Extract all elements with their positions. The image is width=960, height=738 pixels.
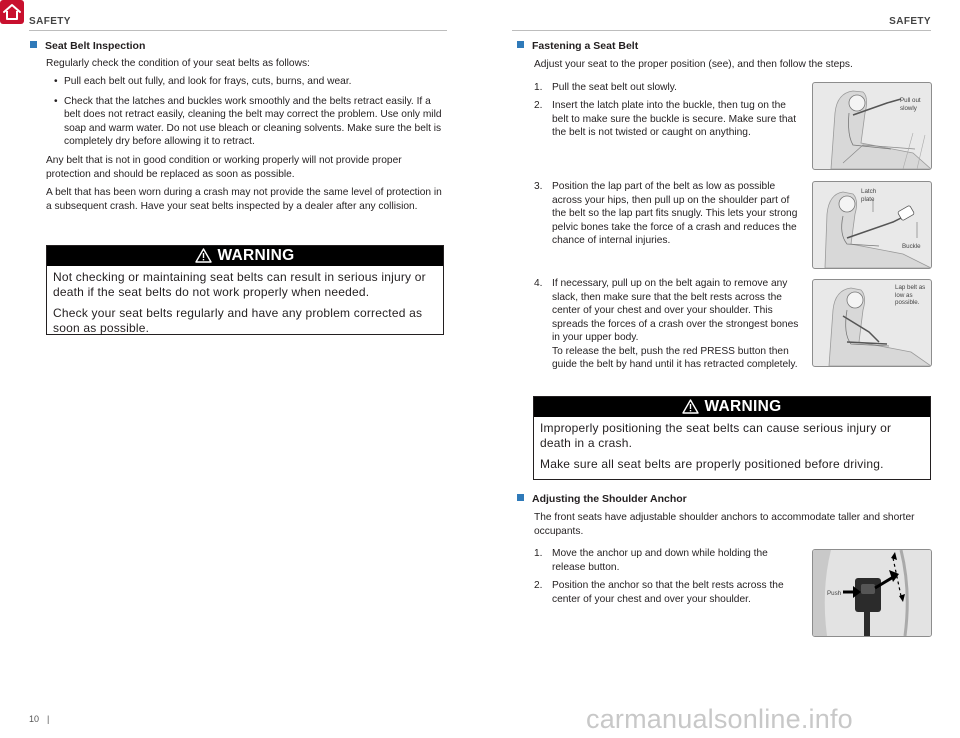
anchor-intro: The front seats have adjustable shoulder anchors to accommodate taller and shorter occupants. [534, 512, 915, 537]
header-rule-left [29, 30, 447, 31]
illustration-shoulder-anchor [812, 549, 932, 637]
label-latch-plate: Latch plate [861, 188, 877, 203]
warning-header: WARNING [534, 397, 930, 417]
illustration-latch-buckle [812, 181, 932, 269]
fastening-step-1: 1. Pull the seat belt out slowly. [534, 82, 677, 93]
inspection-para-2: A belt that has been worn during a crash may not provide the same level of protection in a subsequent crash. Have your seat belts inspected by a dealer after any collision. [46, 187, 442, 212]
warning-box-inspection [46, 245, 444, 335]
label-push: Push [827, 590, 842, 597]
section-bullet-icon [517, 41, 524, 48]
header-right-label: SAFETY [889, 16, 931, 27]
list-item: • Check that the latches and buckles work smoothly and the belts retract easily. If a belt does not retract easily, cleaning the belt may correct the problem. Use only mild soap and warm water. Do not use bleach or cleaning solvents. Make sure the belt is completely dry before allowing it to retract. [54, 95, 446, 149]
inspection-bullets [54, 75, 446, 149]
label-lap-belt: Lap belt as low as possible. [895, 284, 926, 306]
anchor-step-1: 1. Move the anchor up and down while holding the release button. [534, 548, 768, 573]
page-number-separator: | [47, 714, 50, 724]
page-number: 10 [29, 714, 40, 724]
warning-header: WARNING [47, 246, 443, 266]
illustration-lap-belt [812, 279, 932, 367]
fastening-intro: Adjust your seat to the proper position (see), and then follow the steps. [534, 59, 853, 70]
label-buckle: Buckle [902, 243, 921, 250]
section-title-anchor: Adjusting the Shoulder Anchor [517, 493, 687, 505]
section-bullet-icon [517, 494, 524, 501]
warning-triangle-icon [195, 248, 212, 263]
anchor-step-2: 2. Position the anchor so that the belt rests across the center of your chest and over your shoulder. [534, 580, 784, 605]
watermark-text: carmanualsonline.info [586, 704, 853, 734]
section-title-inspection: Seat Belt Inspection [30, 40, 145, 52]
list-item: • Pull each belt out fully, and look for frays, cuts, burns, and wear. [54, 75, 446, 89]
header-left-label: SAFETY [29, 16, 71, 27]
fastening-step-4: 4. If necessary, pull up on the belt again to remove any slack, then make sure that the belt rests across the center of your chest and over your shoulder. This spreads the forces of a crash over the strongest bones in your upper body. To release the belt, push the red PRESS button then guide the belt by hand until it has retracted completely. [534, 278, 799, 370]
warning-body: Not checking or maintaining seat belts can result in serious injury or death if the seat belts do not work properly when needed. Check your seat belts regularly and have any problem corrected as soon as possible. [53, 270, 426, 335]
illustration-pull-belt [812, 82, 932, 170]
warning-triangle-icon [682, 399, 699, 414]
fastening-step-2: 2. Insert the latch plate into the buckle, then tug on the belt to make sure the buckle is secure. Make sure that the belt is not twisted or caught on anything. [534, 100, 797, 138]
home-button[interactable] [0, 0, 24, 24]
seat-belt-pull-illustration [813, 83, 931, 169]
warning-box-fastening [533, 396, 931, 480]
home-icon [0, 0, 24, 24]
inspection-intro: Regularly check the condition of your seat belts as follows: [46, 58, 310, 69]
warning-body: Improperly positioning the seat belts can cause serious injury or death in a crash. Make sure all seat belts are properly positioned before driving. [540, 421, 892, 471]
fastening-step-3: 3. Position the lap part of the belt as low as possible across your hips, then pull up on the shoulder part of the belt so the lap part fits snugly. This lets your strong pelvic bones take the force of a crash and reduces the chance of internal injuries. [534, 181, 798, 246]
section-title-fastening: Fastening a Seat Belt [517, 40, 638, 52]
inspection-para-1: Any belt that is not in good condition or working properly will not provide proper protection and should be replaced as soon as possible. [46, 155, 402, 180]
section-bullet-icon [30, 41, 37, 48]
header-rule-right [512, 30, 931, 31]
label-pull-out: Pull out slowly [900, 97, 921, 112]
